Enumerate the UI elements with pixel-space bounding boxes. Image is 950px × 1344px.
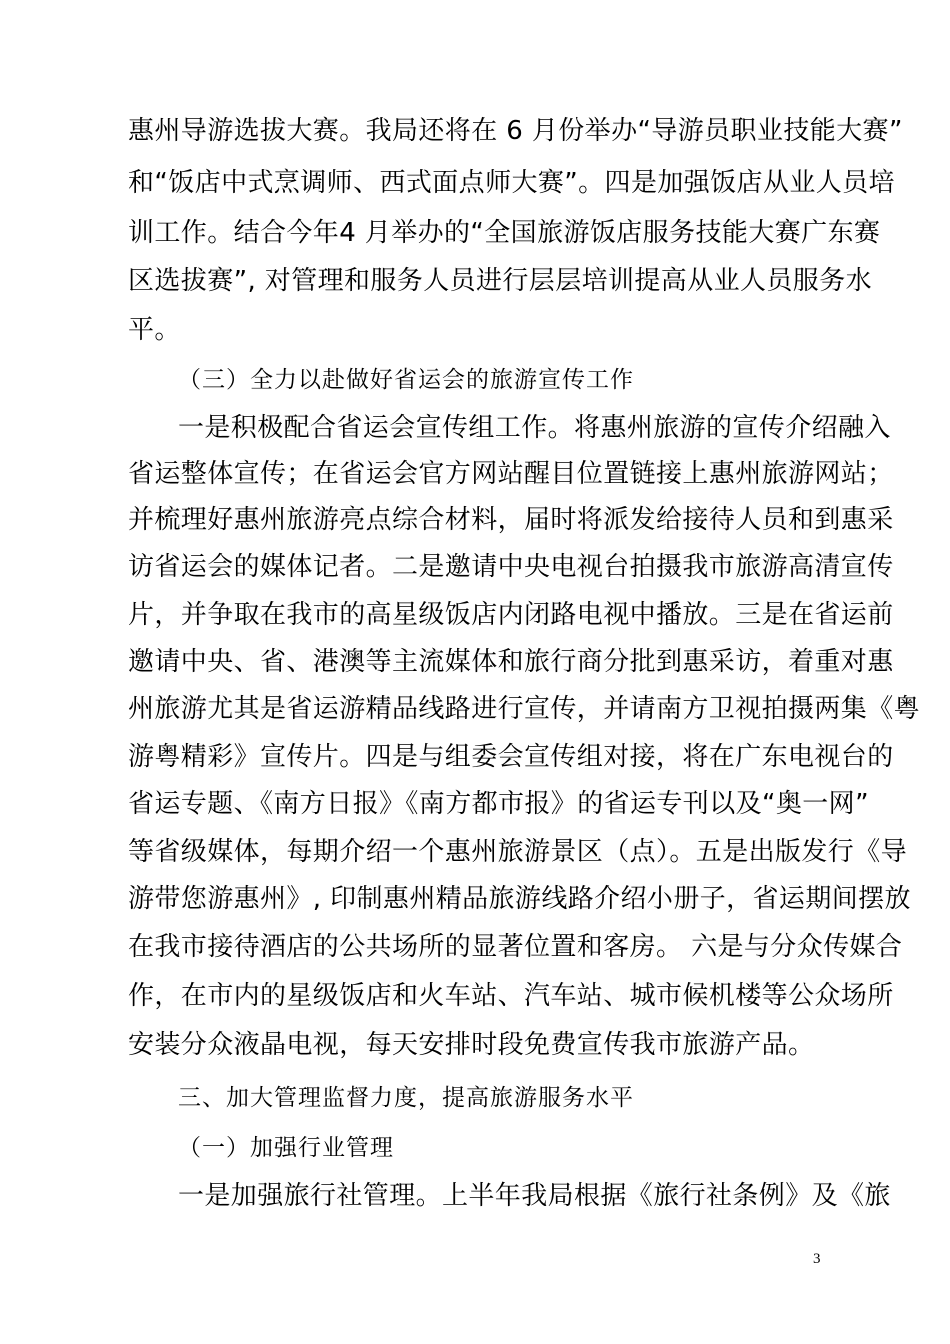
- section-heading: （三）全力以赴做好省运会的旅游宣传工作: [178, 367, 634, 393]
- body-text-line: 作，在市内的星级饭店和火车站、汽车站、城市候机楼等公众场所: [128, 981, 894, 1011]
- body-text-line: 邀请中央、省、港澳等主流媒体和旅行商分批到惠采访，着重对惠: [128, 647, 894, 677]
- body-text-line: 平。: [128, 315, 181, 345]
- body-text-line: 游粤精彩》宣传片。四是与组委会宣传组对接，将在广东电视台的: [128, 742, 894, 772]
- page-number: 3: [813, 1251, 821, 1267]
- body-text-line: 州旅游尤其是省运游精品线路进行宣传，并请南方卫视拍摄两集《粤: [128, 694, 921, 724]
- body-text-line: 省运整体宣传；在省运会官方网站醒目位置链接上惠州旅游网站；: [128, 459, 894, 489]
- body-text-line: 安装分众液晶电视，每天安排时段免费宣传我市旅游产品。: [128, 1030, 815, 1060]
- body-text-line: 并梳理好惠州旅游亮点综合材料，届时将派发给接待人员和到惠采: [128, 505, 894, 535]
- body-text-line: 区选拔赛”, 对管理和服务人员进行层层培训提高从业人员服务水: [128, 266, 872, 296]
- body-text-line: 惠州导游选拔大赛。我局还将在 6 月份举办“导游员职业技能大赛”: [128, 116, 903, 146]
- body-text-line: 访省运会的媒体记者。二是邀请中央电视台拍摄我市旅游高清宣传: [128, 552, 894, 582]
- body-text-line: 一是加强旅行社管理。上半年我局根据《旅行社条例》及《旅: [178, 1181, 891, 1211]
- body-text-line: 训工作。结合今年4 月举办的“全国旅游饭店服务技能大赛广东赛: [128, 218, 881, 248]
- body-text-line: 在我市接待酒店的公共场所的显著位置和客房。 六是与分众传媒合: [128, 932, 903, 962]
- body-text-line: 等省级媒体，每期介绍一个惠州旅游景区（点）。五是出版发行《导: [128, 837, 908, 867]
- body-text-line: 和“饭店中式烹调师、西式面点师大赛”。四是加强饭店从业人员培: [128, 168, 895, 198]
- body-text-line: 省运专题、《南方日报》《南方都市报》的省运专刊以及“奥一网”: [128, 789, 869, 819]
- section-heading: 三、加大管理监督力度，提高旅游服务水平: [178, 1085, 634, 1111]
- body-text-line: 一是积极配合省运会宣传组工作。将惠州旅游的宣传介绍融入: [178, 413, 891, 443]
- subsection-heading: （一）加强行业管理: [178, 1135, 394, 1161]
- body-text-line: 游带您游惠州》, 印制惠州精品旅游线路介绍小册子，省运期间摆放: [128, 884, 911, 914]
- body-text-line: 片，并争取在我市的高星级饭店内闭路电视中播放。三是在省运前: [128, 600, 894, 630]
